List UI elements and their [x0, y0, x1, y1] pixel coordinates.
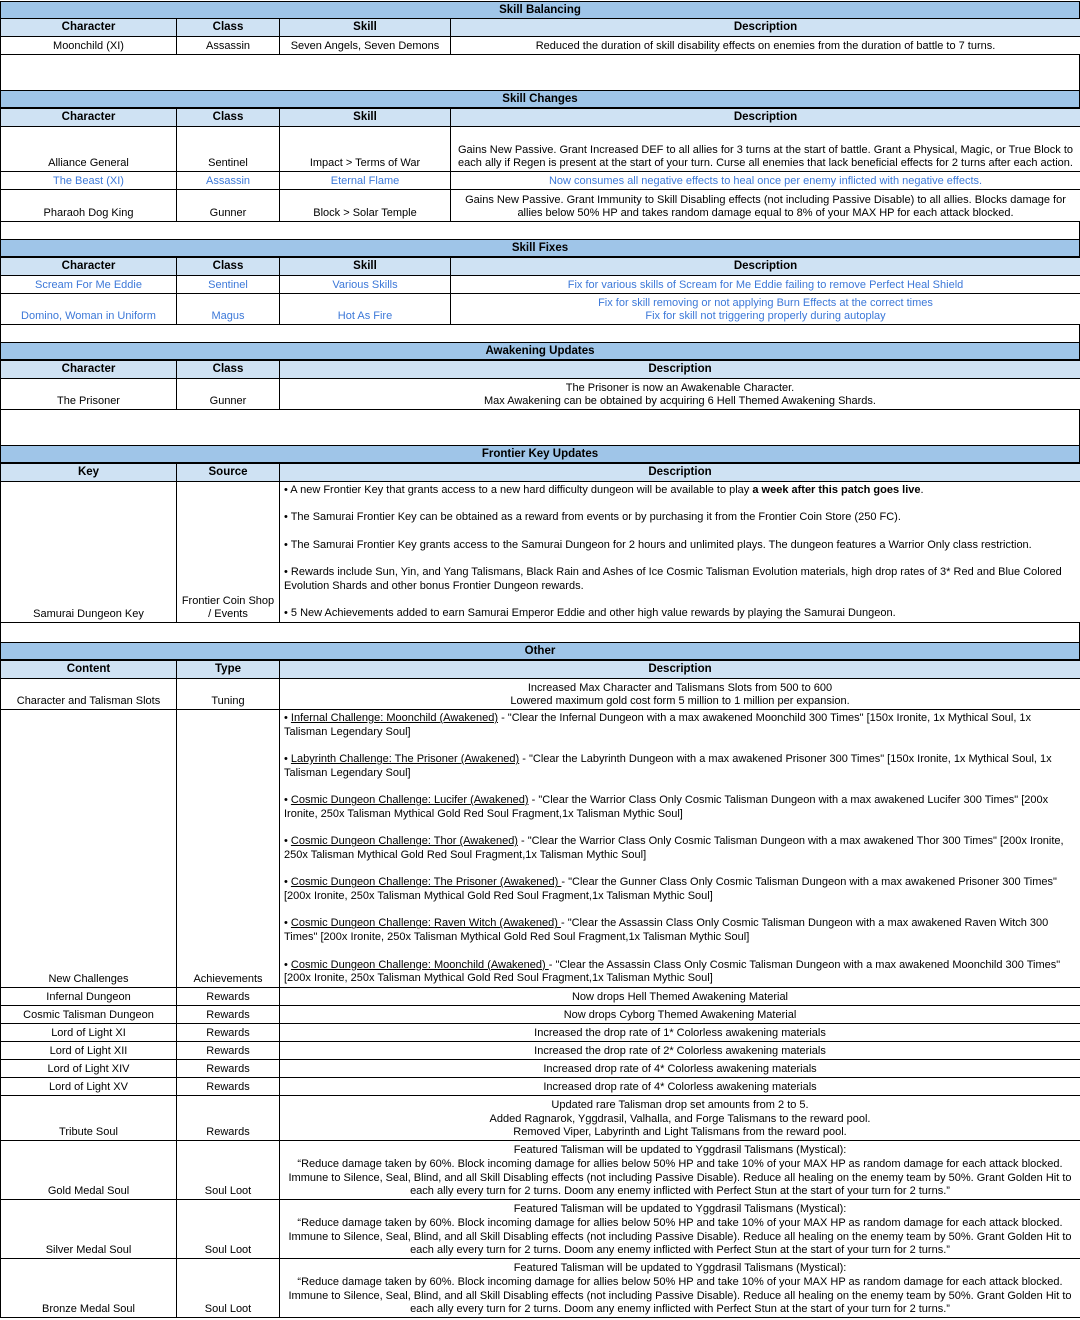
class-cell: Assassin: [177, 37, 280, 55]
header-cell: Class: [177, 258, 280, 276]
header-cell: Class: [177, 109, 280, 127]
description-cell: Gains New Passive. Grant Immunity to Skill Disabling effects (not including Passive Disable) to all allies. Blocks damage for allies below 50% HP and takes random damage equal to 8% of your MAX HP for each attack blocked.: [451, 190, 1080, 222]
bullet-item: [284, 566, 1076, 593]
table-row: [1, 1200, 1080, 1259]
table-row: [1, 1006, 1080, 1024]
challenge-item: • Cosmic Dungeon Challenge: Raven Witch (Awakened) - "Clear the Assassin Class Only Cosmic Talisman Dungeon with a max awakened Raven Witch 300 Times" [200x Ironite, 250x Talisman Mythical Gold Red Soul Fragment,1x Talisman Mythic Soul]: [284, 917, 1049, 944]
class-cell: Gunner: [177, 190, 280, 222]
character-cell: Pharaoh Dog King: [1, 190, 177, 222]
content-cell: Lord of Light XIV: [1, 1060, 177, 1078]
content-cell: Gold Medal Soul: [1, 1141, 177, 1200]
challenge-name: Cosmic Dungeon Challenge: Raven Witch (Awakened): [290, 917, 561, 930]
challenge-name: Labyrinth Challenge: The Prisoner (Awakened): [290, 753, 520, 766]
type-cell: Rewards: [177, 1078, 280, 1096]
table-row: [1, 710, 1080, 988]
challenge-item: • Cosmic Dungeon Challenge: Thor (Awakened) - "Clear the Warrior Class Only Cosmic Talisman Dungeon with a max awakened Thor 300 Times" [200x Ironite, 250x Talisman Mythical Gold Red Soul Fragment,1x Talisman Mythic Soul]: [284, 835, 1064, 861]
description-cell: Now drops Cyborg Themed Awakening Material: [280, 1006, 1080, 1024]
description-line: Added Ragnarok, Yggdrasil, Valhalla, and Forge Talismans to the reward pool.: [489, 1112, 871, 1125]
header-cell: Class: [177, 19, 280, 37]
challenge-name: Cosmic Dungeon Challenge: Thor (Awakened): [290, 835, 518, 848]
challenge-item: • Labyrinth Challenge: The Prisoner (Awakened) - "Clear the Labyrinth Dungeon with a max awakened Prisoner 300 Times" [150x Ironite, 1x Mythical Soul, 1x Talisman Legendary Soul]: [284, 753, 1052, 779]
type-cell: Rewards: [177, 1096, 280, 1141]
description-line: Fix for skill removing or not applying Burn Effects at the correct times: [598, 296, 933, 309]
table-row: [1, 276, 1080, 294]
bullet-item: [284, 511, 1076, 525]
bullet-item: [284, 484, 1076, 498]
class-cell: Assassin: [177, 172, 280, 190]
description-line: Max Awakening can be obtained by acquiring 6 Hell Themed Awakening Shards.: [484, 395, 876, 408]
content-cell: Silver Medal Soul: [1, 1200, 177, 1259]
character-cell: Scream For Me Eddie: [1, 276, 177, 294]
challenge-separator: -: [561, 876, 569, 889]
section-title-skill-fixes: Skill Fixes: [0, 239, 1080, 257]
type-cell: Tuning: [177, 679, 280, 710]
table-row: [1, 294, 1080, 325]
content-cell: Lord of Light XII: [1, 1042, 177, 1060]
challenge-text: "Clear the Infernal Dungeon with a max awakened Moonchild 300 Times" [150x Ironite, 1x Mythical Soul, 1x Talisman Legendary Soul]: [284, 712, 1032, 738]
header-cell: Description: [451, 258, 1080, 276]
challenge-text: "Clear the Labyrinth Dungeon with a max awakened Prisoner 300 Times" [150x Ironite, 1x Mythical Soul, 1x Talisman Legendary Soul]: [284, 753, 1052, 779]
type-cell: Rewards: [177, 1060, 280, 1078]
skill-fixes-table: [0, 257, 1080, 325]
description-cell: Now drops Hell Themed Awakening Material: [280, 988, 1080, 1006]
spacer-row: [0, 222, 1080, 239]
table-row: [1, 1141, 1080, 1200]
challenge-name: Cosmic Dungeon Challenge: Moonchild (Awakened): [290, 958, 549, 971]
description-line: Featured Talisman will be updated to Yggdrasil Talismans (Mystical):: [513, 1144, 847, 1157]
class-cell: Gunner: [177, 379, 280, 410]
description-cell: Fix for various skills of Scream for Me Eddie failing to remove Perfect Heal Shield: [451, 276, 1080, 294]
challenge-separator: -: [528, 794, 539, 807]
description-cell: Increased drop rate of 4* Colorless awakening materials: [280, 1078, 1080, 1096]
header-row: [1, 109, 1080, 127]
header-cell: Source: [177, 464, 280, 482]
bullet-text: • 5 New Achievements added to earn Samurai Emperor Eddie and other high value rewards by playing the Samurai Dungeon.: [284, 607, 896, 620]
description-cell: [280, 379, 1080, 410]
spacer-row: [0, 410, 1080, 445]
section-title-skill-balancing: Skill Balancing: [0, 1, 1080, 19]
table-row: [1, 172, 1080, 190]
source-cell: Frontier Coin Shop / Events: [177, 482, 280, 623]
description-cell: Increased the drop rate of 1* Colorless awakening materials: [280, 1024, 1080, 1042]
bullet-item: [284, 539, 1076, 553]
section-title-awakening-updates: Awakening Updates: [0, 342, 1080, 360]
content-cell: Character and Talisman Slots: [1, 679, 177, 710]
content-cell: Lord of Light XI: [1, 1024, 177, 1042]
content-cell: Infernal Dungeon: [1, 988, 177, 1006]
description-cell: Reduced the duration of skill disability effects on enemies from the duration of battle to 7 turns.: [451, 37, 1080, 55]
description-line: “Reduce damage taken by 60%. Block incoming damage for allies below 50% HP and take 10% of your MAX HP as random damage for each attack blocked. Immune to Silence, Seal, Blind, and all Skill Disabling effects (not including Passive Disable). Reduce all healing on the enemy team by 50%. Grant Golden Hit to each ally every turn for 2 turns. Doom any enemy inflicted with Perfect Stun at the start of your turn for 2 turns.”: [288, 1157, 1072, 1198]
content-cell: Lord of Light XV: [1, 1078, 177, 1096]
challenge-text: "Clear the Assassin Class Only Cosmic Talisman Dungeon with a max awakened Raven Witch 300 Times" [200x Ironite, 250x Talisman Mythical Gold Red Soul Fragment,1x Talisman Mythic Soul]: [284, 917, 1049, 944]
description-cell: Increased drop rate of 4* Colorless awakening materials: [280, 1060, 1080, 1078]
character-cell: The Beast (XI): [1, 172, 177, 190]
other-table: [0, 660, 1080, 1318]
header-cell: Content: [1, 661, 177, 679]
header-row: [1, 464, 1080, 482]
header-cell: Skill: [280, 109, 451, 127]
type-cell: Rewards: [177, 988, 280, 1006]
description-line: Fix for skill not triggering properly during autoplay: [645, 310, 886, 323]
challenge-separator: -: [519, 753, 529, 766]
class-cell: Magus: [177, 294, 280, 325]
description-cell: [280, 679, 1080, 710]
description-cell: [280, 1141, 1080, 1200]
challenge-text: "Clear the Gunner Class Only Cosmic Talisman Dungeon with a max awakened Prisoner 300 Times" [200x Ironite, 250x Talisman Mythical Gold Red Soul Fragment,1x Talisman Mythic Soul]: [284, 876, 1057, 903]
table-row: [1, 482, 1080, 623]
bullet-text: • The Samurai Frontier Key can be obtained as a reward from events or by purchasing it from the Frontier Coin Store (250 FC).: [284, 511, 901, 524]
challenge-separator: -: [548, 958, 556, 971]
header-row: [1, 361, 1080, 379]
section-title-frontier-key-updates: Frontier Key Updates: [0, 445, 1080, 463]
header-cell: Description: [280, 361, 1080, 379]
bullet-text: • Rewards include Sun, Yin, and Yang Talismans, Black Rain and Ashes of Ice Cosmic Talisman Evolution materials, high drop rates of 3* Red and Blue Colored Evolution Shards and other bonus Frontier Dungeon rewards.: [284, 566, 1062, 592]
header-cell: Character: [1, 361, 177, 379]
challenge-separator: -: [498, 712, 508, 724]
header-cell: Description: [280, 661, 1080, 679]
skill-cell: Hot As Fire: [280, 294, 451, 325]
bullet-text: • The Samurai Frontier Key grants access to the Samurai Dungeon for 2 hours and unlimited plays. The dungeon features a Warrior Only class restriction.: [284, 538, 1032, 551]
description-line: Increased Max Character and Talismans Slots from 500 to 600: [527, 681, 833, 694]
bullet-text: • A new Frontier Key that grants access to a new hard difficulty dungeon will be available to play: [284, 484, 753, 496]
description-cell: [451, 294, 1080, 325]
header-row: [1, 661, 1080, 679]
content-cell: New Challenges: [1, 710, 177, 988]
description-cell: [280, 1096, 1080, 1141]
table-row: [1, 1096, 1080, 1141]
bullet-item: [284, 607, 1076, 621]
skill-changes-table: [0, 108, 1080, 222]
challenge-text: "Clear the Warrior Class Only Cosmic Talisman Dungeon with a max awakened Lucifer 300 Times" [200x Ironite, 250x Talisman Mythical Gold Red Soul Fragment,1x Talisman Mythic Soul]: [284, 794, 1049, 820]
table-row: [1, 37, 1080, 55]
description-line: Updated rare Talisman drop set amounts from 2 to 5.: [551, 1098, 809, 1111]
frontier-key-table: [0, 463, 1080, 623]
description-cell: Gains New Passive. Grant Increased DEF to all allies for 3 turns at the start of battle. Grant a Physical, Magic, or True Block to each ally if Regen is present at the start of your turn. Curse all enemies that lack beneficial effects for 2 turns after each action.: [451, 127, 1080, 172]
header-cell: Skill: [280, 258, 451, 276]
table-row: [1, 379, 1080, 410]
skill-cell: Seven Angels, Seven Demons: [280, 37, 451, 55]
header-cell: Class: [177, 361, 280, 379]
spacer-row: [0, 623, 1080, 642]
content-cell: Cosmic Talisman Dungeon: [1, 1006, 177, 1024]
challenge-name: Infernal Challenge: Moonchild (Awakened): [290, 712, 499, 724]
table-row: [1, 1259, 1080, 1318]
header-cell: Character: [1, 19, 177, 37]
header-cell: Type: [177, 661, 280, 679]
header-cell: Description: [451, 109, 1080, 127]
bullet-emphasis: a week after this patch goes live: [752, 484, 921, 496]
skill-cell: Eternal Flame: [280, 172, 451, 190]
description-line: Removed Viper, Labyrinth and Light Talismans from the reward pool.: [513, 1126, 847, 1139]
challenge-separator: -: [517, 835, 528, 848]
content-cell: Tribute Soul: [1, 1096, 177, 1141]
character-cell: The Prisoner: [1, 379, 177, 410]
header-row: [1, 19, 1080, 37]
section-title-skill-changes: Skill Changes: [0, 90, 1080, 108]
skill-cell: Impact > Terms of War: [280, 127, 451, 172]
description-line: “Reduce damage taken by 60%. Block incoming damage for allies below 50% HP and take 10% of your MAX HP as random damage for each attack blocked. Immune to Silence, Seal, Blind, and all Skill Disabling effects (not including Passive Disable). Reduce all healing on the enemy team by 50%. Grant Golden Hit to each ally every turn for 2 turns. Doom any enemy inflicted with Perfect Stun at the start of your turn for 2 turns.”: [288, 1216, 1072, 1257]
description-cell: Now consumes all negative effects to heal once per enemy inflicted with negative effects.: [451, 172, 1080, 190]
type-cell: Rewards: [177, 1024, 280, 1042]
type-cell: Soul Loot: [177, 1141, 280, 1200]
table-row: [1, 1078, 1080, 1096]
skill-cell: Block > Solar Temple: [280, 190, 451, 222]
header-cell: Character: [1, 258, 177, 276]
description-line: Lowered maximum gold cost form 5 million to 1 million per expansion.: [510, 695, 850, 708]
header-cell: Description: [451, 19, 1080, 37]
type-cell: Achievements: [177, 710, 280, 988]
challenge-item: • Cosmic Dungeon Challenge: Lucifer (Awakened) - "Clear the Warrior Class Only Cosmic Talisman Dungeon with a max awakened Lucifer 300 Times" [200x Ironite, 250x Talisman Mythical Gold Red Soul Fragment,1x Talisman Mythic Soul]: [284, 794, 1049, 820]
skill-cell: Various Skills: [280, 276, 451, 294]
class-cell: Sentinel: [177, 276, 280, 294]
type-cell: Soul Loot: [177, 1200, 280, 1259]
table-row: [1, 1024, 1080, 1042]
header-cell: Description: [280, 464, 1080, 482]
challenge-item: • Infernal Challenge: Moonchild (Awakened) - "Clear the Infernal Dungeon with a max awakened Moonchild 300 Times" [150x Ironite, 1x Mythical Soul, 1x Talisman Legendary Soul]: [284, 712, 1032, 738]
challenge-name: Cosmic Dungeon Challenge: Lucifer (Awakened): [290, 794, 529, 807]
type-cell: Soul Loot: [177, 1259, 280, 1318]
table-row: [1, 127, 1080, 172]
description-line: The Prisoner is now an Awakenable Character.: [565, 381, 795, 394]
table-row: [1, 190, 1080, 222]
description-cell: Increased the drop rate of 2* Colorless awakening materials: [280, 1042, 1080, 1060]
key-cell: Samurai Dungeon Key: [1, 482, 177, 623]
challenge-item: • Cosmic Dungeon Challenge: The Prisoner (Awakened) - "Clear the Gunner Class Only Cosmic Talisman Dungeon with a max awakened Prisoner 300 Times" [200x Ironite, 250x Talisman Mythical Gold Red Soul Fragment,1x Talisman Mythic Soul]: [284, 876, 1057, 903]
description-line: Featured Talisman will be updated to Yggdrasil Talismans (Mystical):: [513, 1262, 847, 1275]
type-cell: Rewards: [177, 1042, 280, 1060]
challenge-text: "Clear the Assassin Class Only Cosmic Talisman Dungeon with a max awakened Moonchild 300 Times" [200x Ironite, 250x Talisman Mythical Gold Red Soul Fragment,1x Talisman Mythic Soul]: [284, 958, 1061, 985]
description-cell: [280, 1200, 1080, 1259]
header-cell: Character: [1, 109, 177, 127]
section-title-other: Other: [0, 642, 1080, 660]
header-cell: Key: [1, 464, 177, 482]
table-row: [1, 988, 1080, 1006]
character-cell: Alliance General: [1, 127, 177, 172]
challenge-item: • Cosmic Dungeon Challenge: Moonchild (Awakened) - "Clear the Assassin Class Only Cosmic Talisman Dungeon with a max awakened Moonchild 300 Times" [200x Ironite, 250x Talisman Mythical Gold Red Soul Fragment,1x Talisman Mythic Soul]: [284, 958, 1061, 985]
class-cell: Sentinel: [177, 127, 280, 172]
table-row: [1, 679, 1080, 710]
table-row: [1, 1060, 1080, 1078]
challenge-text: "Clear the Warrior Class Only Cosmic Talisman Dungeon with a max awakened Thor 300 Times" [200x Ironite, 250x Talisman Mythical Gold Red Soul Fragment,1x Talisman Mythic Soul]: [284, 835, 1064, 861]
type-cell: Rewards: [177, 1006, 280, 1024]
header-cell: Skill: [280, 19, 451, 37]
content-cell: Bronze Medal Soul: [1, 1259, 177, 1318]
character-cell: Moonchild (XI): [1, 37, 177, 55]
description-cell: [280, 482, 1080, 623]
awakening-updates-table: [0, 360, 1080, 410]
bullet-end: .: [920, 484, 924, 496]
challenge-name: Cosmic Dungeon Challenge: The Prisoner (Awakened): [290, 876, 562, 889]
description-cell: [280, 1259, 1080, 1318]
challenge-separator: -: [560, 917, 568, 930]
header-row: [1, 258, 1080, 276]
description-line: Featured Talisman will be updated to Yggdrasil Talismans (Mystical):: [513, 1203, 847, 1216]
description-line: “Reduce damage taken by 60%. Block incoming damage for allies below 50% HP and take 10% of your MAX HP as random damage for each attack blocked. Immune to Silence, Seal, Blind, and all Skill Disabling effects (not including Passive Disable). Reduce all healing on the enemy team by 50%. Grant Golden Hit to each ally every turn for 2 turns. Doom any enemy inflicted with Perfect Stun at the start of your turn for 2 turns.”: [288, 1275, 1072, 1316]
skill-balancing-table: [0, 18, 1080, 55]
spacer-row: [0, 55, 1080, 90]
character-cell: Domino, Woman in Uniform: [1, 294, 177, 325]
description-cell: [280, 710, 1080, 988]
spacer-row: [0, 325, 1080, 342]
table-row: [1, 1042, 1080, 1060]
